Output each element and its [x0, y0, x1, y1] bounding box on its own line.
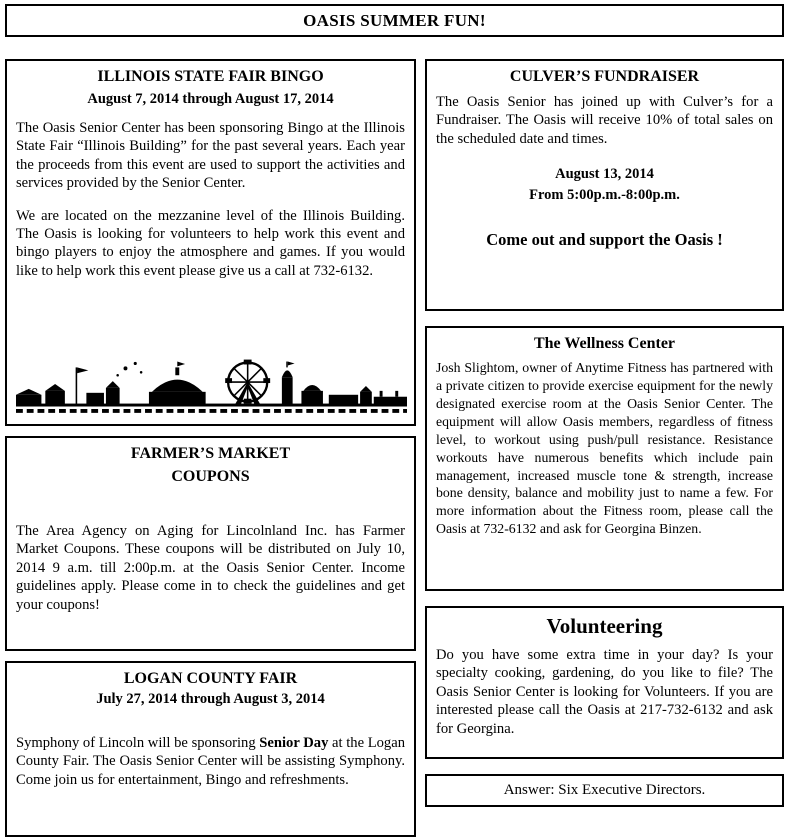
section-title: LOGAN COUNTY FAIR [123, 670, 298, 687]
section-wellness-center [425, 326, 784, 591]
paragraph: Do you have some extra time in your day? Is your specialty cooking, gardening, do you like to file? The Oasis Senior Center is looking for Volunteers. If you are interested please call the Oasis at 217-732-6132 and ask for Georgina. [436, 647, 773, 737]
answer-text: Answer: Six Executive Directors. [503, 782, 706, 798]
page-title-box [5, 4, 784, 37]
columns [5, 59, 784, 837]
section-title: CULVER’S FUNDRAISER [509, 68, 700, 85]
section-dates: August 7, 2014 through August 17, 2014 [87, 91, 334, 107]
section-title-line2: COUPONS [171, 468, 250, 485]
paragraph [16, 734, 405, 789]
senior-day-emphasis: Senior Day [259, 735, 329, 751]
section-farmers-market [5, 436, 416, 651]
paragraph-text: Symphony of Lincoln will be sponsoring [16, 735, 260, 751]
paragraph: We are located on the mezzanine level of the Illinois Building. The Oasis is looking for volunteers to help work this event and bingo players to enjoy the atmosphere and games. If you would like to help work this event please give us a call at 732-6132. [16, 207, 405, 279]
call-to-action: Come out and support the Oasis ! [486, 230, 723, 250]
page-title: OASIS SUMMER FUN! [303, 10, 486, 30]
section-logan-county-fair [5, 661, 416, 837]
section-dates: July 27, 2014 through August 3, 2014 [96, 691, 325, 707]
event-time: From 5:00p.m.-8:00p.m. [529, 187, 680, 204]
paragraph-text: at the Logan County Fair. The Oasis Senior Center will be assisting Symphony. Come join us for entertainment, Bingo and refreshments. [16, 735, 405, 788]
paragraph: The Area Agency on Aging for Lincolnland Inc. has Farmer Market Coupons. These coupons will be distributed on July 10, 2014 9 a.m. till 2:00p.m. at the Oasis Senior Center. Income guidelines apply. Please come in to check the guidelines and get your coupons! [16, 523, 405, 613]
fairground-silhouette-image [16, 355, 405, 420]
section-state-fair-bingo [5, 59, 416, 426]
paragraph: Josh Slightom, owner of Anytime Fitness has partnered with a private citizen to provide exercise equipment for the newly designated exercise room at the Oasis Senior Center. The equipment will allow Oasis members, regardless of fitness level, to workout using push/pull resistance. Resistance workouts have numerous benefits which include pain management, increased muscle tone & strength, increase bone density, balance and mobility just to name a few. For more information about the Fitness room, please call the Oasis at 732-6132 and ask for Georgina Binzen. [436, 360, 773, 537]
event-date: August 13, 2014 [555, 166, 654, 183]
paragraph: The Oasis Senior has joined up with Culver’s for a Fundraiser. The Oasis will receive 10% of total sales on the scheduled date and times. [436, 94, 773, 147]
section-title: ILLINOIS STATE FAIR BINGO [97, 68, 324, 85]
paragraph: The Oasis Senior Center has been sponsoring Bingo at the Illinois State Fair “Illinois Building” for the past several years. Each year the proceeds from this event are used to support the activities and services provided by the Senior Center. [16, 120, 405, 192]
section-volunteering [425, 606, 784, 759]
section-title-line1: FARMER’S MARKET [130, 445, 291, 462]
fairground-silhouette-icon [16, 355, 407, 415]
section-culvers-fundraiser [425, 59, 784, 311]
section-answer [425, 774, 784, 807]
left-column [5, 59, 416, 837]
section-title: Volunteering [546, 614, 663, 638]
right-column [425, 59, 784, 807]
section-title: The Wellness Center [533, 335, 676, 352]
